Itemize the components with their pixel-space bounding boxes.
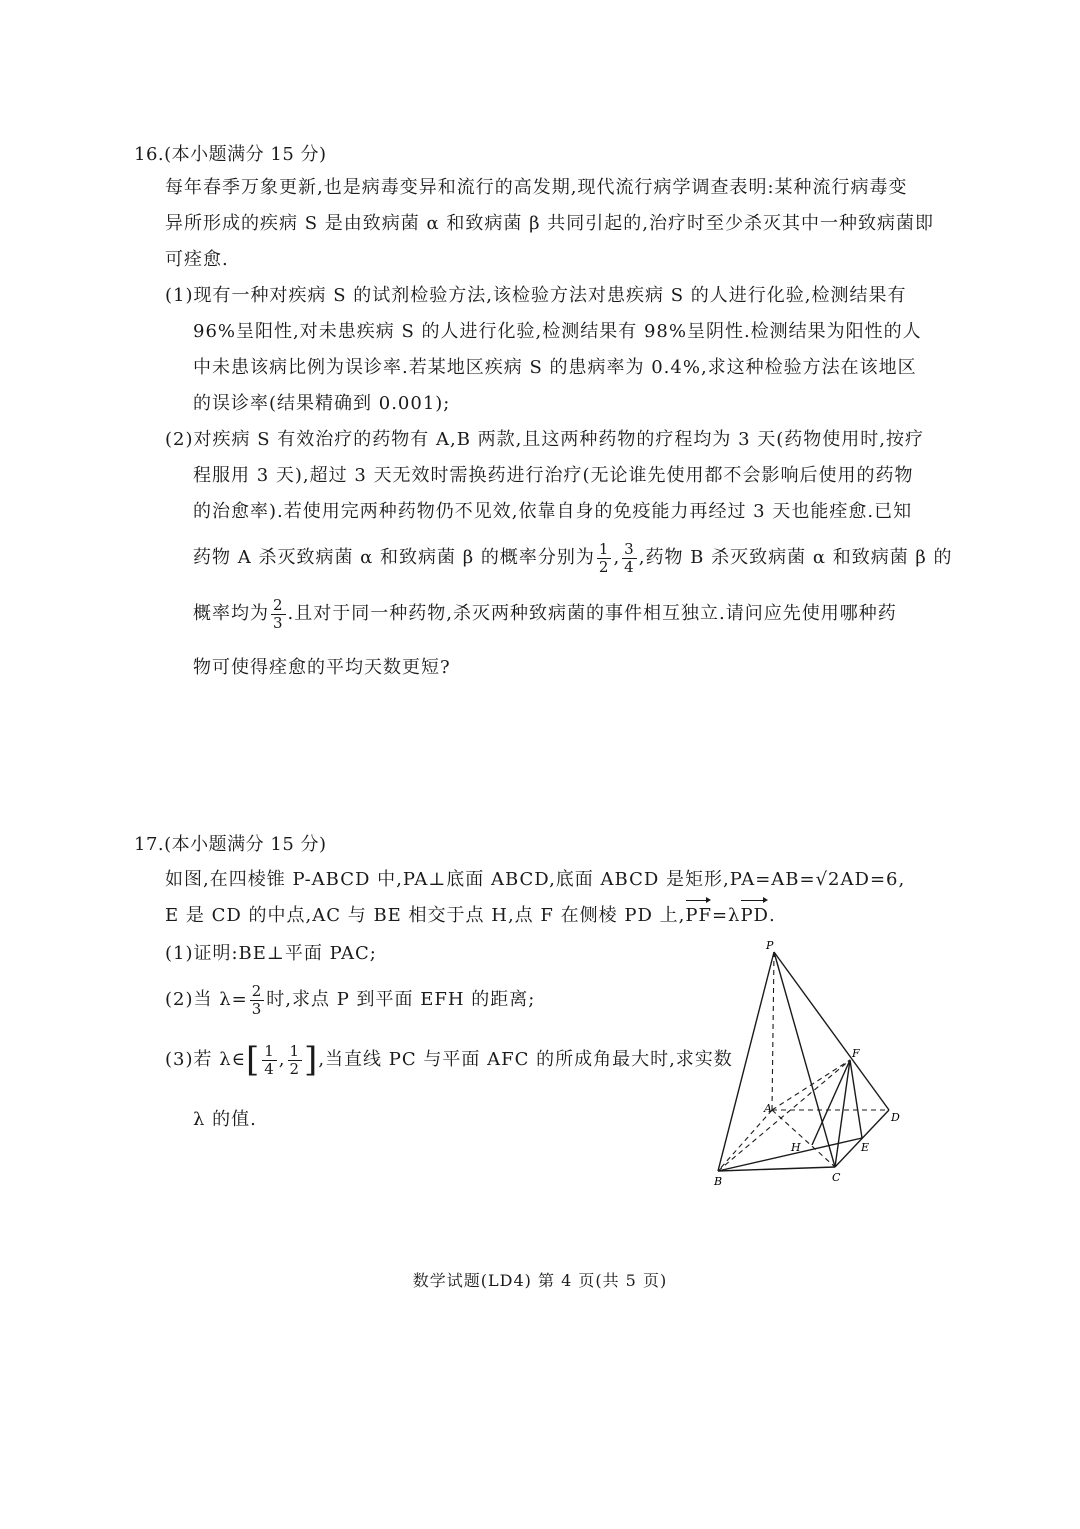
bracket-right: ] — [304, 1040, 319, 1080]
label-p: P — [766, 939, 774, 952]
frac-den: 4 — [264, 1059, 275, 1078]
q16-part2-line: 的治愈率).若使用完两种药物仍不见效,依靠自身的免疫能力再经过 3 天也能痊愈.已知 — [193, 501, 913, 522]
q16-part1-line: 中未患该病比例为误诊率.若某地区疾病 S 的患病率为 0.4%,求这种检验方法在该地区 — [193, 357, 917, 378]
q16-part1-line: (1)现有一种对疾病 S 的试剂检验方法,该检验方法对患疾病 S 的人进行化验,检测结果有 — [165, 285, 907, 306]
edge-pb — [718, 952, 774, 1171]
frac-num: 2 — [273, 595, 284, 614]
frac-den: 2 — [598, 557, 610, 576]
q16-intro — [165, 170, 934, 278]
frac-num: 1 — [289, 1041, 301, 1060]
edge-pd — [774, 952, 889, 1110]
text: E 是 CD 的中点,AC 与 BE 相交于点 H,点 F 在侧棱 PD 上, — [165, 905, 686, 926]
bracket-left: [ — [245, 1040, 261, 1080]
q16-part2-line — [165, 530, 953, 586]
edge-fe — [850, 1060, 862, 1138]
q17-part3-cont: λ 的值. — [193, 1109, 257, 1130]
text: (3)若 λ∈ — [165, 1049, 246, 1070]
label-h: H — [791, 1141, 801, 1154]
q16-intro-line: 每年春季万象更新,也是病毒变异和流行的高发期,现代流行病学调查表明:某种流行病毒变 — [165, 177, 908, 198]
q17-part1: (1)证明:BE⊥平面 PAC; — [165, 943, 377, 964]
frac-num: 3 — [624, 539, 635, 558]
period: . — [768, 905, 776, 926]
comma: , — [613, 547, 621, 568]
frac-den: 3 — [273, 613, 284, 632]
text: ,当直线 PC 与平面 AFC 的所成角最大时,求实数 — [318, 1049, 733, 1070]
q17-parts — [165, 936, 733, 1138]
comma: , — [278, 1049, 286, 1070]
q16-intro-line: 可痊愈. — [165, 249, 229, 270]
vector-pd: PD — [740, 898, 769, 934]
fraction-2-3 — [250, 983, 265, 1018]
q17-part3 — [165, 1032, 733, 1088]
edge-ac — [772, 1110, 835, 1167]
edge-bf — [718, 1060, 850, 1171]
q16-part2-line: (2)对疾病 S 有效治疗的药物有 A,B 两款,且这两种药物的疗程均为 3 天(药物使用时,按疗 — [165, 429, 925, 450]
text: ,药物 B 杀灭致病菌 α 和致病菌 β 的 — [638, 547, 953, 568]
q17-intro — [165, 862, 905, 934]
q16-part2-line — [165, 586, 953, 642]
text: 药物 A 杀灭致病菌 α 和致病菌 β 的概率分别为 — [193, 547, 595, 568]
text: 概率均为 — [193, 603, 269, 624]
label-f: F — [852, 1047, 860, 1060]
q16-part1-line: 的误诊率(结果精确到 0.001); — [193, 393, 451, 414]
q16-part1-line: 96%呈阳性,对未患疾病 S 的人进行化验,检测结果有 98%呈阴性.检测结果为阳性的人 — [193, 321, 922, 342]
label-e: E — [861, 1141, 870, 1154]
q16-part2 — [165, 422, 953, 686]
fraction-1-2 — [597, 541, 612, 576]
fraction-3-4 — [622, 541, 637, 576]
q17-part2 — [165, 972, 733, 1028]
q16-part1 — [165, 278, 922, 422]
text: 时,求点 P 到平面 EFH 的距离; — [266, 989, 536, 1010]
q16-part2-line: 程服用 3 天),超过 3 天无效时需换药进行治疗(无论谁先使用都不会影响后使用的药物 — [193, 465, 914, 486]
q17-intro-line: 如图,在四棱锥 P-ABCD 中,PA⊥底面 ABCD,底面 ABCD 是矩形,PA=AB=√2AD=6, — [165, 869, 906, 890]
q16-intro-line: 异所形成的疾病 S 是由致病菌 α 和致病菌 β 共同引起的,治疗时至少杀灭其中一种致病菌即 — [165, 213, 934, 234]
fraction-1-4 — [262, 1043, 277, 1078]
fraction-1-2 — [288, 1043, 303, 1078]
q16-header: 16.(本小题满分 15 分) — [134, 144, 327, 165]
text: (2)当 λ= — [165, 989, 248, 1010]
label-d: D — [891, 1111, 900, 1124]
frac-den: 4 — [624, 557, 635, 576]
edge-be — [718, 1138, 862, 1171]
pyramid-figure — [700, 935, 915, 1195]
label-c: C — [832, 1171, 841, 1184]
q17-header: 17.(本小题满分 15 分) — [134, 834, 327, 855]
text: .且对于同一种药物,杀灭两种致病菌的事件相互独立.请问应先使用哪种药 — [287, 603, 897, 624]
fraction-2-3 — [271, 597, 286, 632]
edge-pc — [774, 952, 835, 1167]
text: =λ — [711, 905, 741, 926]
edge-pa — [772, 952, 774, 1110]
frac-den: 2 — [289, 1059, 301, 1078]
q17-intro-line — [165, 898, 905, 934]
frac-den: 3 — [251, 999, 263, 1018]
label-a: A — [764, 1102, 772, 1115]
frac-num: 1 — [598, 539, 610, 558]
page-footer: 数学试题(LD4) 第 4 页(共 5 页) — [412, 1271, 668, 1290]
frac-num: 1 — [264, 1041, 275, 1060]
label-b: B — [714, 1175, 723, 1188]
q16-part2-line: 物可使得痊愈的平均天数更短? — [193, 657, 451, 678]
frac-num: 2 — [251, 981, 263, 1000]
vector-pf: PF — [685, 898, 712, 934]
